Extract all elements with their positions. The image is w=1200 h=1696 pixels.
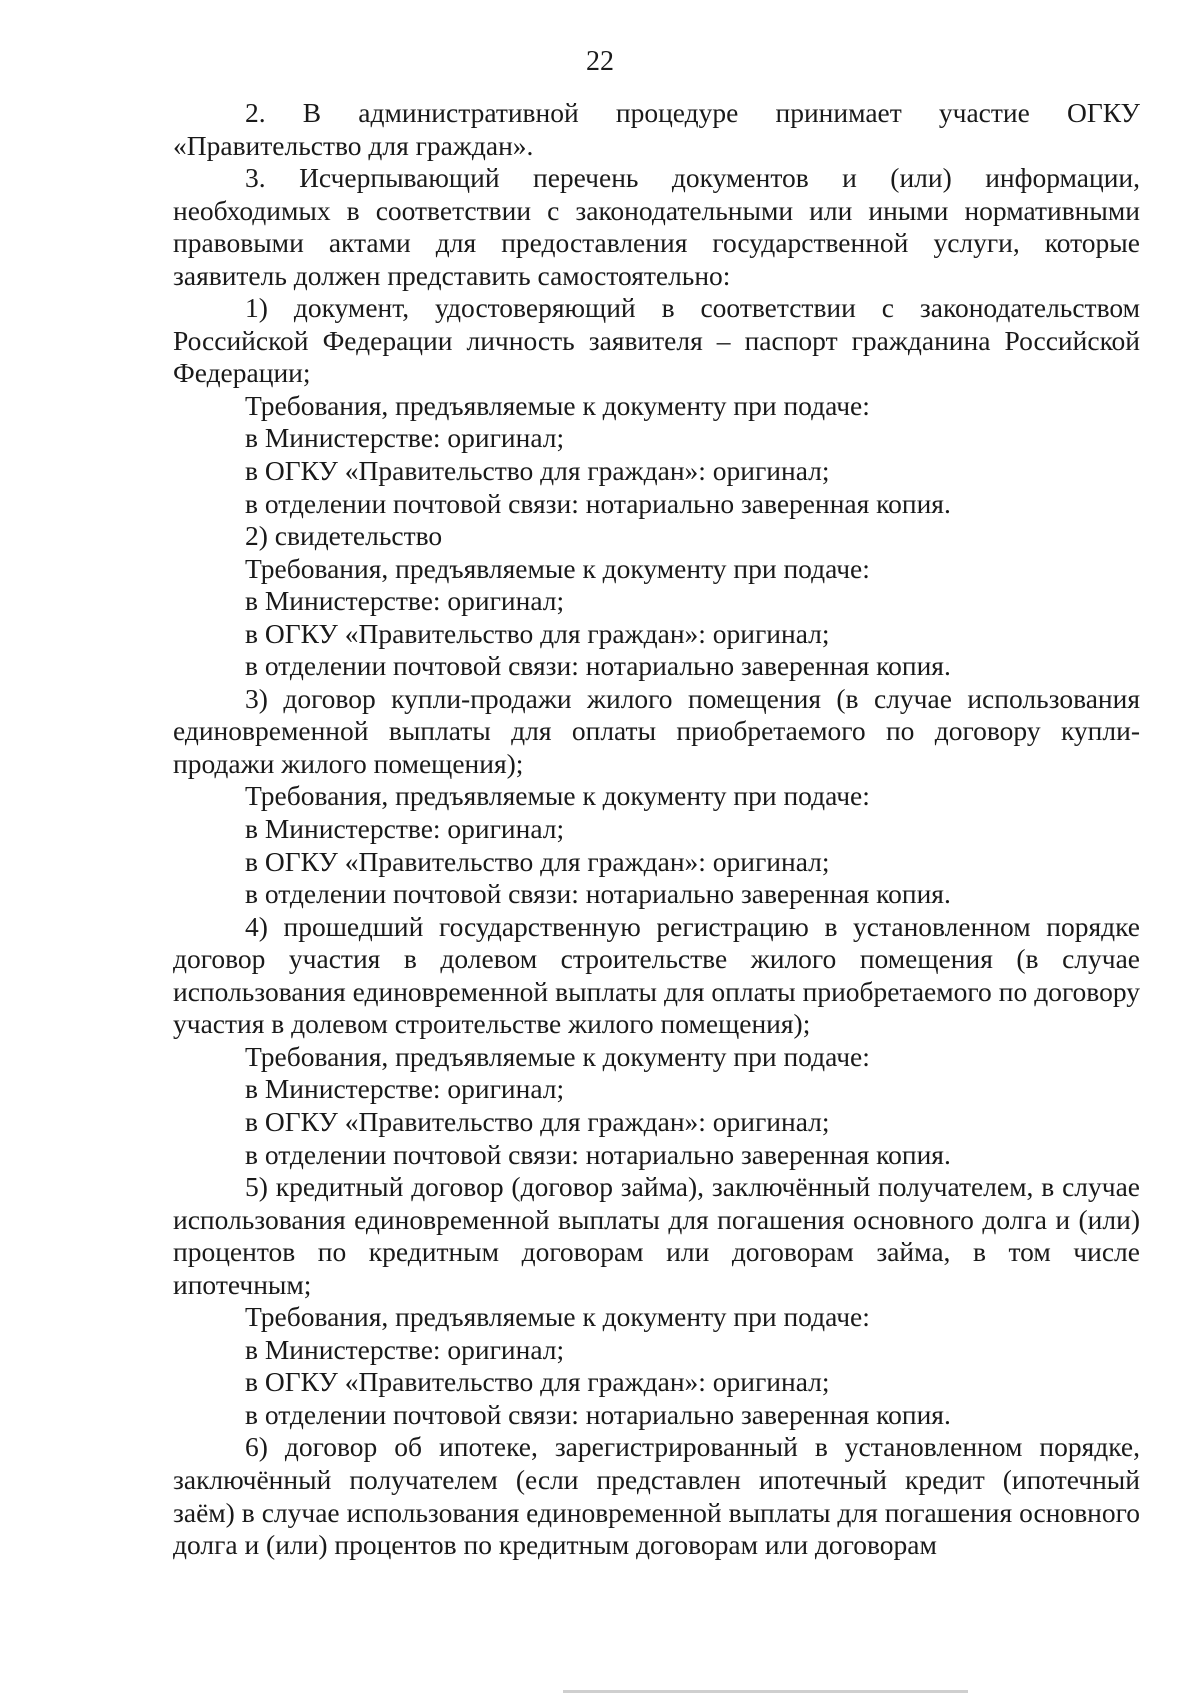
paragraph-item-2-certificate: 2) свидетельство	[245, 520, 443, 552]
paragraph-item-3-sale-contract: 3) договор купли-продажи жилого помещения (в случае использования единовременной выплаты для оплаты приобретаемого по договору купли-продажи жилого помещения);	[173, 682, 1140, 779]
paragraph-requirement-ogku: в ОГКУ «Правительство для граждан»: оригинал;	[245, 1366, 830, 1398]
paragraph-requirement-ministry: в Министерстве: оригинал;	[245, 813, 565, 845]
paragraph-requirement-ogku: в ОГКУ «Правительство для граждан»: оригинал;	[245, 455, 830, 487]
paragraph-requirements-heading: Требования, предъявляемые к документу при подаче:	[245, 1040, 870, 1072]
paragraph-requirement-ogku: в ОГКУ «Правительство для граждан»: оригинал;	[245, 845, 830, 877]
paragraph-item-5-credit-contract: 5) кредитный договор (договор займа), заключённый получателем, в случае использования единовременной выплаты для погашения основного долга и (или) процентов по кредитным договорам или договорам займа, в том числе ипотечным;	[173, 1171, 1140, 1300]
paragraph-item-1-passport: 1) документ, удостоверяющий в соответствии с законодательством Российской Федерации личность заявителя – паспорт гражданина Российской Федерации;	[173, 292, 1140, 389]
paragraph-item-6-mortgage-agreement: 6) договор об ипотеке, зарегистрированный в установленном порядке, заключённый получателем (если представлен ипотечный кредит (ипотечный заём) в случае использования единовременной выплаты для погашения основного долга и (или) процентов по кредитным договорам или договорам	[173, 1431, 1140, 1561]
paragraph-requirements-heading: Требования, предъявляемые к документу при подаче:	[245, 552, 870, 584]
paragraph-requirements-heading: Требования, предъявляемые к документу при подаче:	[245, 389, 870, 421]
paragraph-participation: 2. В административной процедуре принимает участие ОГКУ «Правительство для граждан».	[173, 97, 1140, 161]
paragraph-requirements-heading: Требования, предъявляемые к документу при подаче:	[245, 1301, 870, 1333]
paragraph-requirements-heading: Требования, предъявляемые к документу при подаче:	[245, 780, 870, 812]
document-body	[173, 97, 1140, 1562]
paragraph-requirement-post: в отделении почтовой связи: нотариально заверенная копия.	[245, 1138, 951, 1170]
paragraph-requirement-ministry: в Министерстве: оригинал;	[245, 1073, 565, 1105]
paragraph-requirement-ministry: в Министерстве: оригинал;	[245, 422, 565, 454]
paragraph-requirement-ogku: в ОГКУ «Правительство для граждан»: оригинал;	[245, 1105, 830, 1137]
paragraph-requirement-ministry: в Министерстве: оригинал;	[245, 1333, 565, 1365]
paragraph-requirement-ogku: в ОГКУ «Правительство для граждан»: оригинал;	[245, 617, 830, 649]
paragraph-requirement-post: в отделении почтовой связи: нотариально заверенная копия.	[245, 487, 951, 519]
footer-divider	[563, 1690, 968, 1693]
paragraph-item-4-shared-construction: 4) прошедший государственную регистрацию в установленном порядке договор участия в долевом строительстве жилого помещения (в случае использования единовременной выплаты для оплаты приобретаемого по договору участия в долевом строительстве жилого помещения);	[173, 910, 1140, 1040]
paragraph-requirement-post: в отделении почтовой связи: нотариально заверенная копия.	[245, 878, 951, 910]
page-number: 22	[586, 46, 614, 77]
paragraph-requirement-ministry: в Министерстве: оригинал;	[245, 585, 565, 617]
paragraph-requirement-post: в отделении почтовой связи: нотариально заверенная копия.	[245, 650, 951, 682]
paragraph-document-list-intro: 3. Исчерпывающий перечень документов и (или) информации, необходимых в соответствии с законодательными или иными нормативными правовыми актами для предоставления государственной услуги, которые заявитель должен представить самостоятельно:	[173, 162, 1140, 291]
paragraph-requirement-post: в отделении почтовой связи: нотариально заверенная копия.	[245, 1398, 951, 1430]
